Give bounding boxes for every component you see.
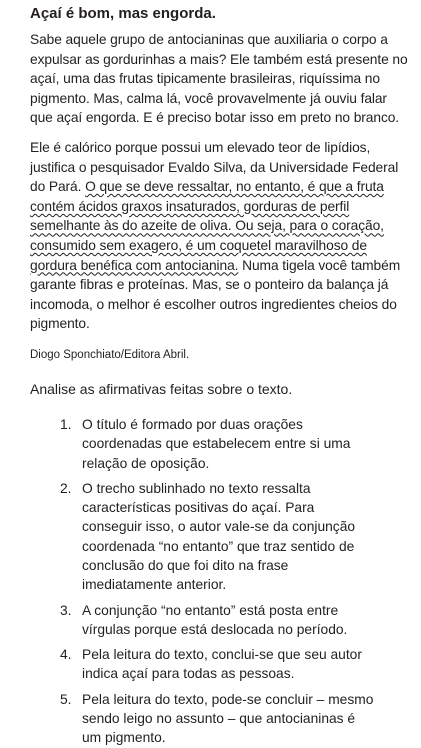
underlined-excerpt: O que se deve ressaltar, no entanto, é que a fruta contém ácidos graxos insaturados, gorduras de perfil semelhante às do azeite de oliva. Ou seja, para o coração, consumido sem exagero, é um coquetel maravilhoso de gordura benéfica com antocianina. [30,179,384,273]
paragraph-2-intro: Ele é calórico porque possui um elevado teor de lipídios, justifica o pesquisador Evaldo Silva, da Universidade Federal do Pará. [30,139,399,195]
statement-item-3 [60,601,411,640]
statement-text: A conjunção “no entanto” está posta entre vírgulas porque está deslocada no período. [82,602,348,637]
statement-text: O título é formado por duas orações coordenadas que estabelecem entre si uma relação de oposição. [82,416,351,471]
source-credit: Diogo Sponchiato/Editora Abril. [30,348,190,361]
statement-list [60,415,411,748]
statement-item-4 [60,645,411,684]
statement-item-2 [60,479,411,595]
article-paragraph-1: Sabe aquele grupo de antocianinas que auxiliaria o corpo a expulsar as gordurinhas a mais? Ele também está presente no açaí, uma das frutas tipicamente brasileiras, riquíssima no pigmento. Mas, calma lá, você provavelmente já ouviu falar que açaí engorda. E é preciso botar isso em preto no branco. [30,32,408,126]
statement-text: O trecho sublinhado no texto ressalta características positivas do açaí. Para conseguir isso, o autor vale-se da conjunção coordenada “no entanto” que traz sentido de conclusão do que foi dito na frase imediatamente anterior. [82,480,356,593]
paragraph-2-ending: Numa tigela você também garante fibras e proteínas. Mas, se o ponteiro da balança já incomoda, o melhor é escolher outros ingredientes cheios do pigmento. [30,257,401,332]
statement-number: 2. [60,480,72,496]
statement-number: 5. [60,691,72,707]
question-prompt: Analise as afirmativas feitas sobre o texto. [30,380,293,397]
statement-text: Pela leitura do texto, conclui-se que seu autor indica açaí para todas as pessoas. [82,647,362,682]
article-paragraph-2 [30,138,411,334]
statement-number: 4. [60,647,72,663]
statement-number: 1. [60,416,72,432]
statement-item-1 [60,415,411,473]
article-title: Açaí é bom, mas engorda. [30,5,216,22]
statement-number: 3. [60,602,72,618]
statement-text: Pela leitura do texto, pode-se concluir – mesmo sendo leigo no assunto – que antocianinas é um pigmento. [82,691,374,746]
